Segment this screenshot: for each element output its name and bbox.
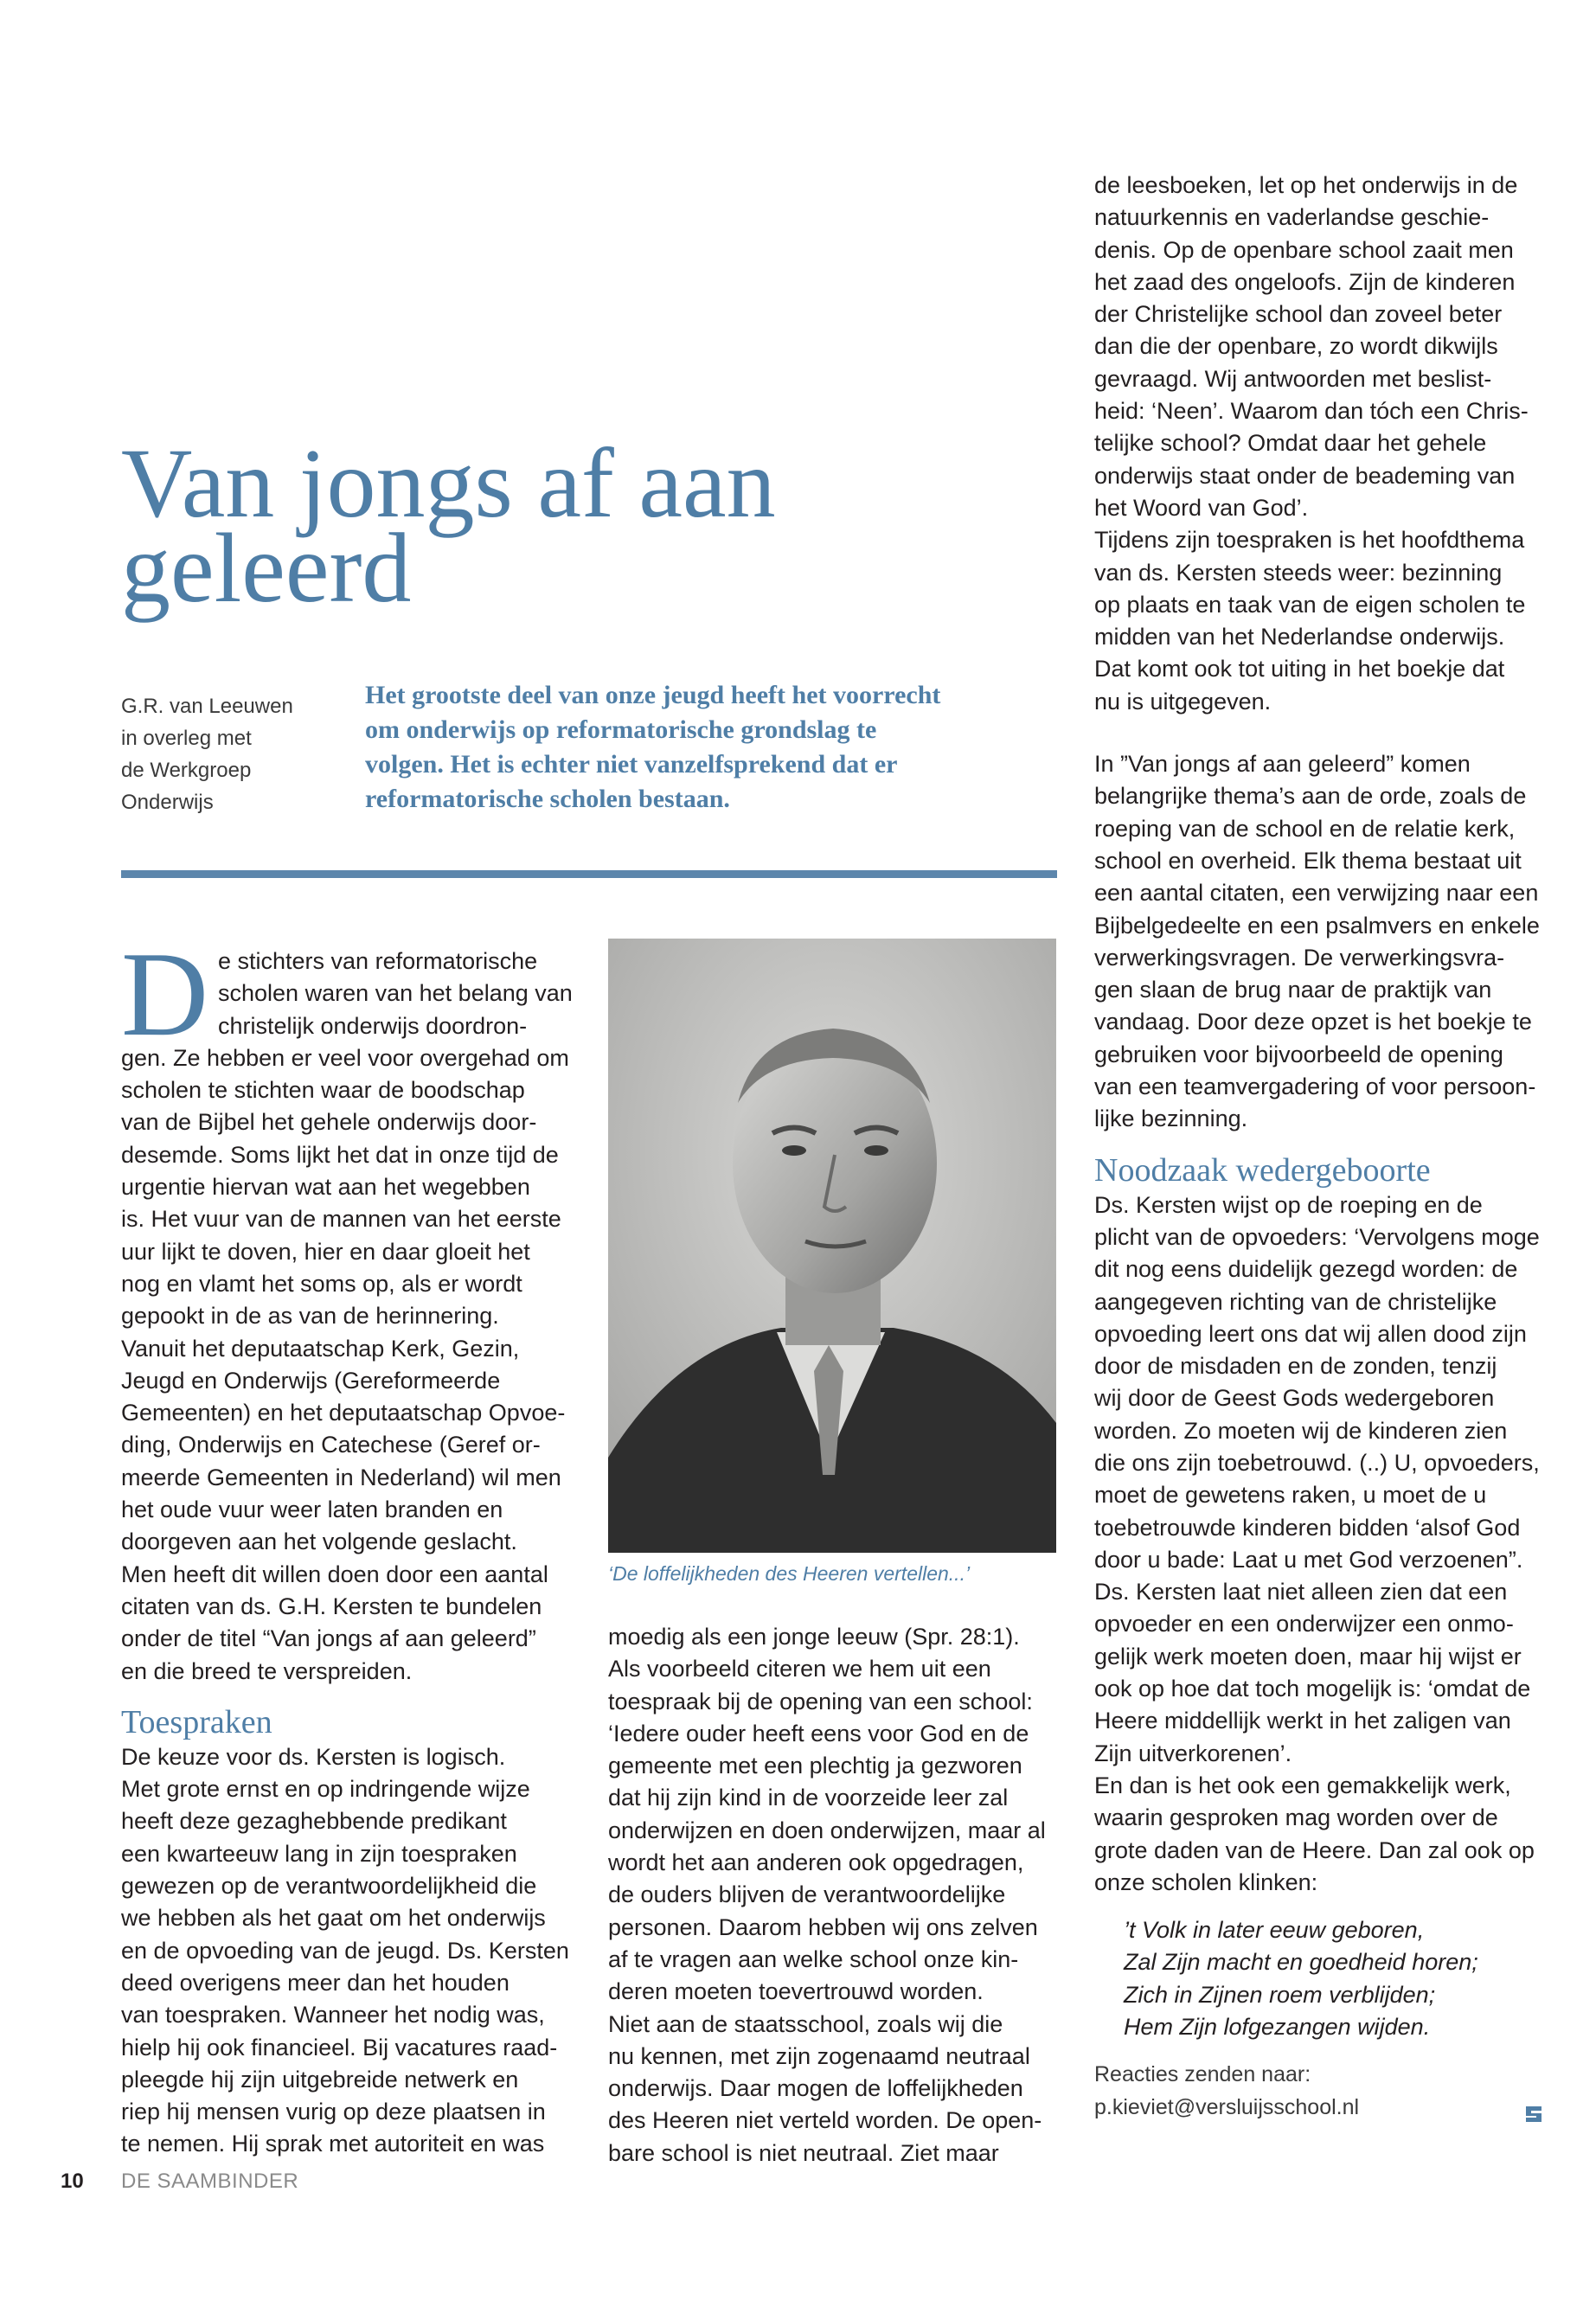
- text-line: opvoeding leert ons dat wij allen dood zijn: [1094, 1320, 1527, 1347]
- paragraph-themas: [1094, 748, 1553, 1136]
- text-line: De keuze voor ds. Kersten is logisch.: [121, 1743, 506, 1770]
- portrait-photo: [608, 939, 1056, 1553]
- text-line: Zich in Zijnen roem verblijden;: [1124, 1981, 1436, 2008]
- text-line: scholen waren van het belang van: [218, 980, 573, 1007]
- text-line: desemde. Soms lijkt het dat in onze tijd de: [121, 1141, 559, 1168]
- text-line: wordt het aan anderen ook opgedragen,: [608, 1849, 1024, 1876]
- byline: [121, 690, 337, 818]
- title-line-2: geleerd: [121, 513, 412, 623]
- text-line: Ds. Kersten laat niet alleen zien dat een: [1094, 1579, 1508, 1606]
- text-line: der Christelijke school dan zoveel beter: [1094, 301, 1503, 328]
- text-line: Bijbelgedeelte en een psalmvers en enkele: [1094, 912, 1540, 939]
- text-line: Zijn uitverkorenen’.: [1094, 1740, 1292, 1766]
- text-line: het oude vuur weer laten branden en: [121, 1497, 503, 1523]
- text-line: de leesboeken, let op het onderwijs in de: [1094, 172, 1518, 198]
- text-line: het zaad des ongeloofs. Zijn de kinderen: [1094, 268, 1516, 295]
- paragraph-noodzaak: [1094, 1189, 1553, 1900]
- text-line: onderwijs staat onder de beademing van: [1094, 462, 1516, 489]
- text-line: riep hij mensen vurig op deze plaatsen in: [121, 2099, 546, 2125]
- text-line: van de Bijbel het gehele onderwijs door-: [121, 1109, 537, 1136]
- text-line: Zal Zijn macht en goedheid horen;: [1124, 1949, 1478, 1976]
- text-line: Dat komt ook tot uiting in het boekje dat: [1094, 656, 1505, 683]
- text-line: ook op hoe dat toch mogelijk is: ‘omdat de: [1094, 1676, 1531, 1702]
- text-line: om onderwijs op reformatorische grondslag te: [365, 715, 877, 744]
- text-line: en de opvoeding van de jeugd. Ds. Kersten: [121, 1937, 569, 1964]
- subhead-noodzaak: Noodzaak wedergeboorte: [1094, 1151, 1431, 1189]
- text-line: meerde Gemeenten in Nederland) wil men: [121, 1464, 561, 1490]
- end-mark-icon: [1522, 2103, 1545, 2125]
- text-line: van ds. Kersten steeds weer: bezinning: [1094, 559, 1503, 586]
- text-line: de ouders blijven de verantwoordelijke: [608, 1881, 1006, 1908]
- text-line: grote daden van de Heere. Dan zal ook op: [1094, 1836, 1535, 1863]
- text-line: Ds. Kersten wijst op de roeping en de: [1094, 1191, 1483, 1218]
- text-line: pleegde hij zijn uitgebreide netwerk en: [121, 2066, 519, 2093]
- text-line: een aantal citaten, een verwijzing naar een: [1094, 880, 1539, 907]
- text-line: belangrijke thema’s aan de orde, zoals de: [1094, 783, 1527, 810]
- text-line: vandaag. Door deze opzet is het boekje te: [1094, 1009, 1532, 1035]
- text-line: Jeugd en Onderwijs (Gereformeerde: [121, 1367, 501, 1394]
- text-line: die ons zijn toebetrouwd. (..) U, opvoeders,: [1094, 1449, 1540, 1476]
- text-line: waarin gesproken mag worden over de: [1094, 1804, 1498, 1831]
- text-line: hielp hij ook financieel. Bij vacatures raad-: [121, 2034, 558, 2061]
- text-line: heid: ‘Neen’. Waarom dan tóch een Chris-: [1094, 398, 1529, 425]
- drop-cap: D: [121, 927, 209, 1061]
- text-line: door de misdaden en de zonden, tenzij: [1094, 1353, 1497, 1380]
- text-line: Als voorbeeld citeren we hem uit een: [608, 1656, 991, 1682]
- text-line: moedig als een jonge leeuw (Spr. 28:1).: [608, 1624, 1020, 1650]
- text-line: worden. Zo moeten wij de kinderen zien: [1094, 1417, 1508, 1444]
- header-divider: [121, 870, 1057, 878]
- text-line: nu is uitgegeven.: [1094, 688, 1272, 715]
- text-line: telijke school? Omdat daar het gehele: [1094, 430, 1487, 457]
- text-line: onder de titel “Van jongs af aan geleerd”: [121, 1625, 536, 1652]
- text-line: een kwarteeuw lang in zijn toespraken: [121, 1840, 517, 1867]
- text-line: is. Het vuur van de mannen van het eerste: [121, 1206, 561, 1233]
- text-line: ding, Onderwijs en Catechese (Geref or-: [121, 1432, 541, 1458]
- text-line: natuurkennis en vaderlandse geschie-: [1094, 204, 1490, 231]
- text-line: Men heeft dit willen doen door een aantal: [121, 1561, 548, 1587]
- text-line: deed overigens meer dan het houden: [121, 1969, 510, 1996]
- magazine-name: DE SAAMBINDER: [121, 2170, 299, 2193]
- text-line: In ”Van jongs af aan geleerd” komen: [1094, 751, 1471, 778]
- text-line: christelijk onderwijs doordron-: [218, 1012, 528, 1039]
- photo-caption: ‘De loffelijkheden des Heeren vertellen...’: [608, 1562, 971, 1585]
- text-line: heeft deze gezaghebbende predikant: [121, 1808, 507, 1835]
- text-line: onderwijs. Daar mogen de loffelijkheden: [608, 2075, 1023, 2102]
- text-line: doorgeven aan het volgende geslacht.: [121, 1529, 517, 1555]
- text-line: gewezen op de verantwoordelijkheid die: [121, 1873, 537, 1900]
- text-line: personen. Daarom hebben wij ons zelven: [608, 1913, 1038, 1940]
- text-line: wij door de Geest Gods wedergeboren: [1094, 1385, 1495, 1412]
- text-line: G.R. van Leeuwen: [121, 695, 293, 718]
- text-line: Onderwijs: [121, 791, 214, 814]
- article-title: [121, 428, 1029, 623]
- text-line: verwerkingsvragen. De verwerkingsvra-: [1094, 944, 1505, 971]
- text-line: citaten van ds. G.H. Kersten te bundelen: [121, 1593, 542, 1619]
- contact-email[interactable]: p.kieviet@versluijsschool.nl: [1094, 2094, 1360, 2119]
- text-line: te nemen. Hij sprak met autoriteit en was: [121, 2131, 545, 2157]
- text-line: opvoeder en een onderwijzer een onmo-: [1094, 1611, 1514, 1638]
- text-line: deren moeten toevertrouwd worden.: [608, 1978, 984, 2005]
- text-line: op plaats en taak van de eigen scholen te: [1094, 591, 1526, 618]
- text-line: onderwijzen en doen onderwijzen, maar al: [608, 1817, 1046, 1843]
- text-line: En dan is het ook een gemakkelijk werk,: [1094, 1772, 1511, 1798]
- text-line: moet de gewetens raken, u moet de u: [1094, 1482, 1487, 1509]
- text-line: scholen te stichten waar de boodschap: [121, 1077, 525, 1104]
- text-line: gepookt in de as van de herinnering.: [121, 1303, 499, 1330]
- text-line: nu kennen, met zijn zogenaamd neutraal: [608, 2042, 1030, 2069]
- text-line: Gemeenten) en het deputaatschap Opvoe-: [121, 1400, 566, 1426]
- text-line: in overleg met: [121, 727, 252, 750]
- text-line: gemeente met een plechtig ja gezworen: [608, 1753, 1022, 1779]
- paragraph-intro: [121, 1042, 580, 1688]
- text-line: uur lijkt te doven, hier en daar gloeit het: [121, 1238, 530, 1265]
- paragraph-gap: [1094, 718, 1553, 748]
- text-line: Hem Zijn lofgezangen wijden.: [1124, 2014, 1431, 2041]
- text-line: Heere middellijk werkt in het zaligen van: [1094, 1708, 1511, 1734]
- text-line: van toespraken. Wanneer het nodig was,: [121, 2002, 545, 2029]
- text-line: we hebben als het gaat om het onderwijs: [121, 1905, 546, 1932]
- text-line: dat hij zijn kind in de voorzeide leer zal: [608, 1785, 1009, 1811]
- text-line: Met grote ernst en op indringende wijze: [121, 1776, 530, 1803]
- text-line: roeping van de school en de relatie kerk,: [1094, 815, 1516, 842]
- title-line-1: Van jongs af aan: [121, 428, 776, 538]
- text-line: af te vragen aan welke school onze kin-: [608, 1945, 1019, 1972]
- text-line: toebetrouwde kinderen bidden ‘alsof God: [1094, 1514, 1521, 1541]
- text-line: door u bade: Laat u met God verzoenen”.: [1094, 1546, 1523, 1573]
- text-line: aangegeven richting van de christelijke: [1094, 1288, 1497, 1315]
- portrait-illustration: [608, 939, 1056, 1553]
- text-line: gen slaan de brug naar de praktijk van: [1094, 977, 1492, 1003]
- text-line: Niet aan de staatsschool, zoals wij die: [608, 2010, 1003, 2037]
- text-line: onze scholen klinken:: [1094, 1868, 1318, 1895]
- text-line: van een teamvergadering of voor persoon-: [1094, 1074, 1536, 1100]
- text-line: gelijk werk moeten doen, maar hij wijst er: [1094, 1643, 1522, 1670]
- text-line: plicht van de opvoeders: ‘Vervolgens moge: [1094, 1223, 1540, 1250]
- text-line: nog en vlamt het soms op, als er wordt: [121, 1270, 522, 1297]
- intro-lead: [365, 678, 1057, 817]
- text-line: gen. Ze hebben er veel voor overgehad om: [121, 1044, 569, 1071]
- subhead-toespraken: Toespraken: [121, 1703, 272, 1740]
- text-line: des Heeren niet verteld worden. De open-: [608, 2107, 1042, 2134]
- text-line: ’t Volk in later eeuw geboren,: [1124, 1917, 1425, 1944]
- text-line: e stichters van reformatorische: [218, 948, 538, 974]
- contact-block: [1094, 2059, 1553, 2124]
- text-line: Vanuit het deputaatschap Kerk, Gezin,: [121, 1335, 520, 1362]
- text-line: bare school is niet neutraal. Ziet maar: [608, 2139, 999, 2166]
- text-line: volgen. Het is echter niet vanzelfsprekend dat er: [365, 750, 898, 779]
- text-line: gevraagd. Wij antwoorden met beslist-: [1094, 365, 1492, 392]
- text-line: dit nog eens duidelijk gezegd worden: de: [1094, 1256, 1518, 1283]
- contact-label: Reacties zenden naar:: [1094, 2062, 1311, 2087]
- text-line: urgentie hiervan wat aan het wegebben: [121, 1174, 530, 1201]
- paragraph-leesboeken: [1094, 170, 1553, 718]
- column-3: [1094, 170, 1553, 2124]
- text-line: het Woord van God’.: [1094, 494, 1309, 521]
- page-number: 10: [61, 2170, 84, 2193]
- column-1: [121, 927, 580, 2161]
- psalm-quote: [1094, 1914, 1553, 2043]
- text-line: dan die der openbare, zo wordt dikwijls: [1094, 333, 1498, 360]
- text-line: Tijdens zijn toespraken is het hoofdthema: [1094, 527, 1525, 554]
- column-2: [608, 1621, 1058, 2170]
- text-line: de Werkgroep: [121, 759, 252, 782]
- paragraph-toespraken: [121, 1741, 580, 2161]
- text-line: gebruiken voor bijvoorbeeld de opening: [1094, 1041, 1503, 1067]
- text-line: ‘Iedere ouder heeft eens voor God en de: [608, 1720, 1029, 1747]
- text-line: en die breed te verspreiden.: [121, 1657, 413, 1684]
- text-line: Het grootste deel van onze jeugd heeft het voorrecht: [365, 681, 941, 709]
- text-line: toespraak bij de opening van een school:: [608, 1688, 1033, 1715]
- text-line: reformatorische scholen bestaan.: [365, 785, 730, 813]
- text-line: school en overheid. Elk thema bestaat uit: [1094, 847, 1522, 874]
- text-line: lijke bezinning.: [1094, 1106, 1248, 1132]
- text-line: midden van het Nederlandse onderwijs.: [1094, 624, 1505, 651]
- text-line: denis. Op de openbare school zaait men: [1094, 236, 1514, 263]
